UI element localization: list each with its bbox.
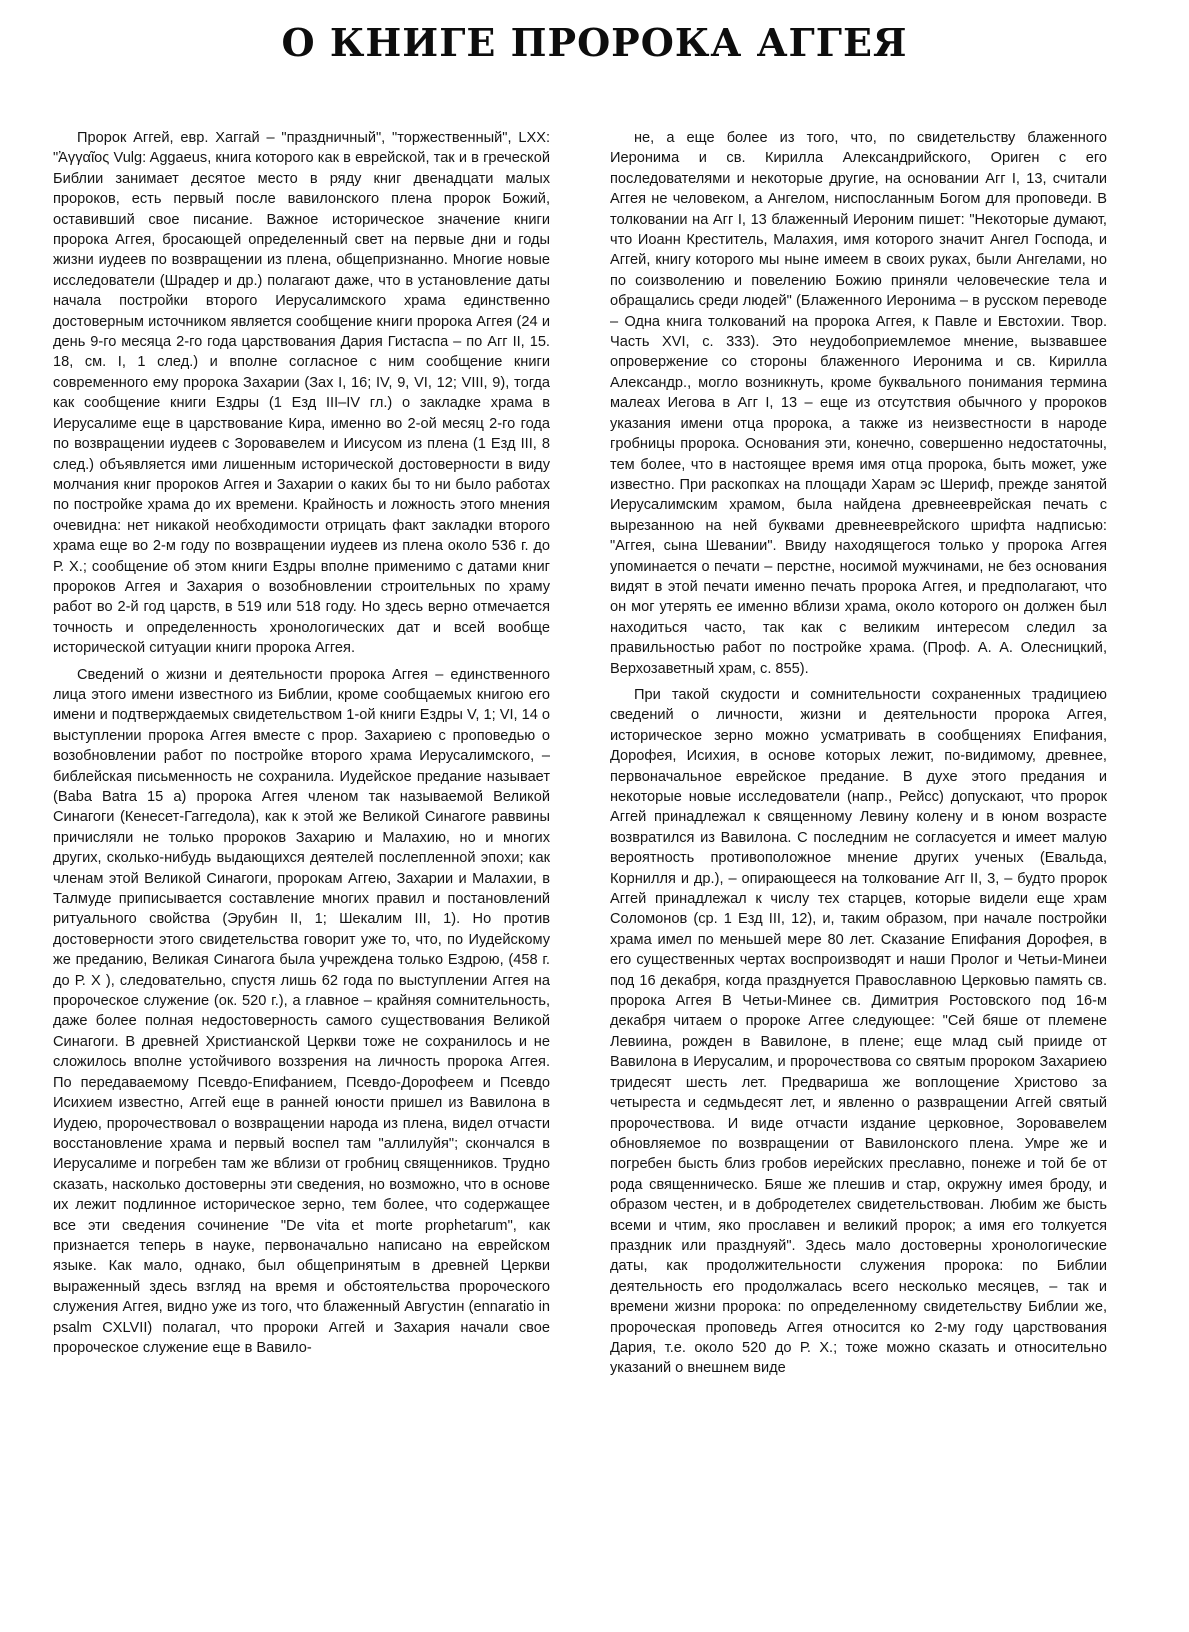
left-column bbox=[53, 128, 550, 1358]
paragraph: Сведений о жизни и деятельности пророка Аггея – единственного лица этого имени известного из Библии, кроме сообщаемых книгою его имени и подтверждаемых свидетельством 1-ой книги Ездры V, 1; VI, 14 о выступлении пророка Аггея вместе с прор. Захариею с проповедью о возобновлении работ по постройке второго храма Иерусалимского, – библейская письменность не сохранила. Иудейское предание называет (Baba Batra 15 a) пророка Аггея членом так называемой Великой Синагоги (Кенесет-Гаггедола), как к этой же Великой Синагоге раввины причисляли не только пророков Захарию и Малахию, но и многих других, сколько-нибудь выдающихся деятелей послепленной эпохи; как членам этой Великой Синагоги, пророкам Аггею, Захарии и Малахии, в Талмуде приписывается составление многих правил и постановлений ритуального свойства (Эрубин II, 1; Шекалим III, 1). Но против достоверности этого свидетельства говорит уже то, что, по Иудейскому же преданию, Великая Синагога была учреждена только Ездрою, (458 г. до Р. Х ), следовательно, спустя лишь 62 года по выступлении Аггея на пророческое служение (ок. 520 г.), а главное – крайняя сомнительность, даже более полная недостоверность самого существования Великой Синагоги. В древней Христианской Церкви тоже не сохранилось и не сложилось вполне устойчивого воззрения на личность пророка Аггея. По передаваемому Псевдо-Епифанием, Псевдо-Дорофеем и Псевдо Исихием известно, Аггей еще в ранней юности пришел из Вавилона в Иудею, пророчествовал о возвращении народа из плена, видел отчасти восстановление храма и первый воспел там "аллилуйя"; скончался в Иерусалиме и погребен там же вблизи от гробниц священников. Трудно сказать, насколько достоверны эти сведения, но возможно, что в основе их лежит подлинное историческое зерно, тем более, что содержащее все эти сведения сочинение "De vita et morte prophetarum", как признается теперь в науке, первоначально написано на еврейском языке. Как мало, однако, был общепринятым в древней Церкви выраженный здесь взгляд на время и обстоятельства пророческого служения Аггея, видно уже из того, что блаженный Августин (ennaratio in psalm CXLVII) полагал, что пророки Аггей и Захария начали свое пророческое служение еще в Вавило- bbox=[53, 666, 551, 1356]
page-title: О КНИГЕ ПРОРОКА АГГЕЯ bbox=[281, 20, 908, 65]
paragraph: При такой скудости и сомнительности сохраненных традициею сведений о личности, жизни и деятельности пророка Аггея, историческое зерно можно усматривать в сообщениях Епифания, Дорофея, Исихия, в основе которых лежит, по-видимому, древнее, первоначальное еврейское предание. В духе этого предания и некоторые новые исследователи (напр., Рейсс) допускают, что пророк Аггей принадлежал к священному Левину колену и в юном возрасте возвратился из Вавилона. С последним не согласуется и имеет малую вероятность противоположное мнение других ученых (Евальда, Корнилля и др.), – опирающееся на толкование Агг II, 3, – будто пророк Аггей принадлежал к числу тех старцев, которые видели еще храм Соломонов (ср. 1 Езд III, 12), и, таким образом, при начале постройки храма имел по меньшей мере 80 лет. Сказание Епифания Дорофея, в его существенных чертах воспроизводят и наши Пролог и Четьи-Минеи под 16 декабря, когда празднуется Православною Церковью память св. пророка Аггея В Четьи-Минее св. Димитрия Ростовского под 16-м декабря читаем о пророке Аггее следующее: "Сей бяше от племене Левиина, рожден в Вавилоне, в плене; еще млад сый прииде от Вавилона в Иерусалим, и пророчествова со святым пророком Захариею тридесят шесть лет. Предвариша же воплощение Христово за четыреста и седмьдесят лет, и явленно о развращении Аггей святый пророчествова. И виде отчасти издание церковное, Зоровавелем обновляемое по возвращении от Вавилонского плена. Умре же и погребен бысть близ гробов иерейских преславно, понеже и той бе от рода священническо. Бяше же плешив и стар, окружну имея броду, и образом честен, и в добродетелех свидетельствован. Любим же бысть всеми и чтим, яко прославен и великий пророк; а имя его толкуется праздник или празднуяй". Здесь мало достоверны хронологические даты, как продолжительности служения пророка: по Библии деятельность его продолжалась всего несколько месяцев, – так и времени жизни пророка: по определенному свидетельству Библии же, пророческая проповедь Аггея относится ко 2-му году царствования Дария, т.е. около 520 до Р. Х.; тоже можно сказать и относительно указаний о внешнем виде bbox=[610, 686, 1107, 1377]
paragraph: Пророк Аггей, евр. Хаггай – "праздничный", "торжественный", LXX: "Ἀγγαῖος Vulg: Aggaeus, книга которого как в еврейской, так и в греческой Библии занимает десятое место в ряду книг двенадцати малых пророков, есть первый после вавилонского плена пророк Божий, оставивший свое писание. Важное историческое значение книги пророка Аггея, бросающей определенный свет на первые дни и годы жизни иудеев по возвращении из плена, общепризнанно. Многие новые исследователи (Шрадер и др.) полагают даже, что в установление даты начала постройки второго Иерусалимского храма единственно достоверным источником является сообщение книги пророка Аггея (24 и день 9-го месяца 2-го года царствования Дария Гистаспа – по Агг II, 15. 18, см. I, 1 след.) и вполне согласное с ним сообщение книги современного ему пророка Захарии (Зах I, 16; IV, 9, VI, 12; VIII, 9), тогда как сообщение книги Ездры (1 Езд III–IV гл.) о закладке храма в Иерусалиме еще в царствование Кира, именно во 2-ой месяц 2-го года по возвращении иудеев с Зоровавелем и Иисусом из плена (1 Езд III, 8 след.) объявляется ими лишенным исторической достоверности в виду молчания книг пророков Аггея и Захарии о каких бы то ни было работах по постройке храма до их времени. Крайность и ложность этого мнения очевидна: нет никакой необходимости отрицать факт закладки второго храма еще во 2-м году по возвращении иудеев из плена около 536 г. до Р. Х.; сообщение об этом книги Ездры вполне применимо с датами книг пророков Аггея и Захария о возобновлении строительных по храму работ во 2-й год царств, в 519 или 518 году. Но здесь верно отмечается точность и определенность хронологических дат и всей вообще исторической ситуации книги пророка Аггея. bbox=[53, 130, 550, 657]
right-column bbox=[610, 128, 1107, 1379]
paragraph: не, а еще более из того, что, по свидетельству блаженного Иеронима и св. Кирилла Александрийского, Ориген с его последователями и некоторые другие, на основании Агг I, 13, считали Аггея не человеком, а Ангелом, ниспосланным Богом для проповеди. В толковании на Агг I, 13 блаженный Иероним пишет: "Некоторые думают, что Иоанн Креститель, Малахия, имя которого значит Ангел Господа, и Аггей, книгу которого мы ныне имеем в своих руках, были Ангелами, но по соизволению и повелению Божию приняли человеческие тела и обращались среди людей" (Блаженного Иеронима – в русском переводе – Одна книга толкований на пророка Аггея, к Павле и Евстохии. Твор. Часть XVI, с. 333). Это неудобоприемлемое мнение, вызвавшее опровержение со стороны блаженного Иеронима и св. Кирилла Александр., могло возникнуть, кроме буквального понимания термина малеах Иегова в Агг I, 13 – еще из отсутствия обычного у пророков указания имени отца пророка, а также из неизвестности в народе гробницы пророка. Основания эти, конечно, совершенно недостаточны, тем более, что в настоящее время имя отца пророка, быть может, уже известно. При раскопках на площади Харам эс Шериф, прежде занятой Иерусалимским храмом, была найдена древнееврейская печать с вырезанною на ней буквами древнееврейского шрифта надписью: "Аггея, сына Шевании". Ввиду находящегося только у пророка Аггея упоминается о печати – перстне, носимой мужчинами, не без основания видят в этой печати именно печать пророка Аггея, и предполагают, что он мог утерять ее именно вблизи храма, около которого он должен был находиться часто, так как с великим интересом следил за правильностью работ по постройке храма. (Проф. А. А. Олесницкий, Верхозаветный храм, с. 855). bbox=[610, 130, 1107, 677]
